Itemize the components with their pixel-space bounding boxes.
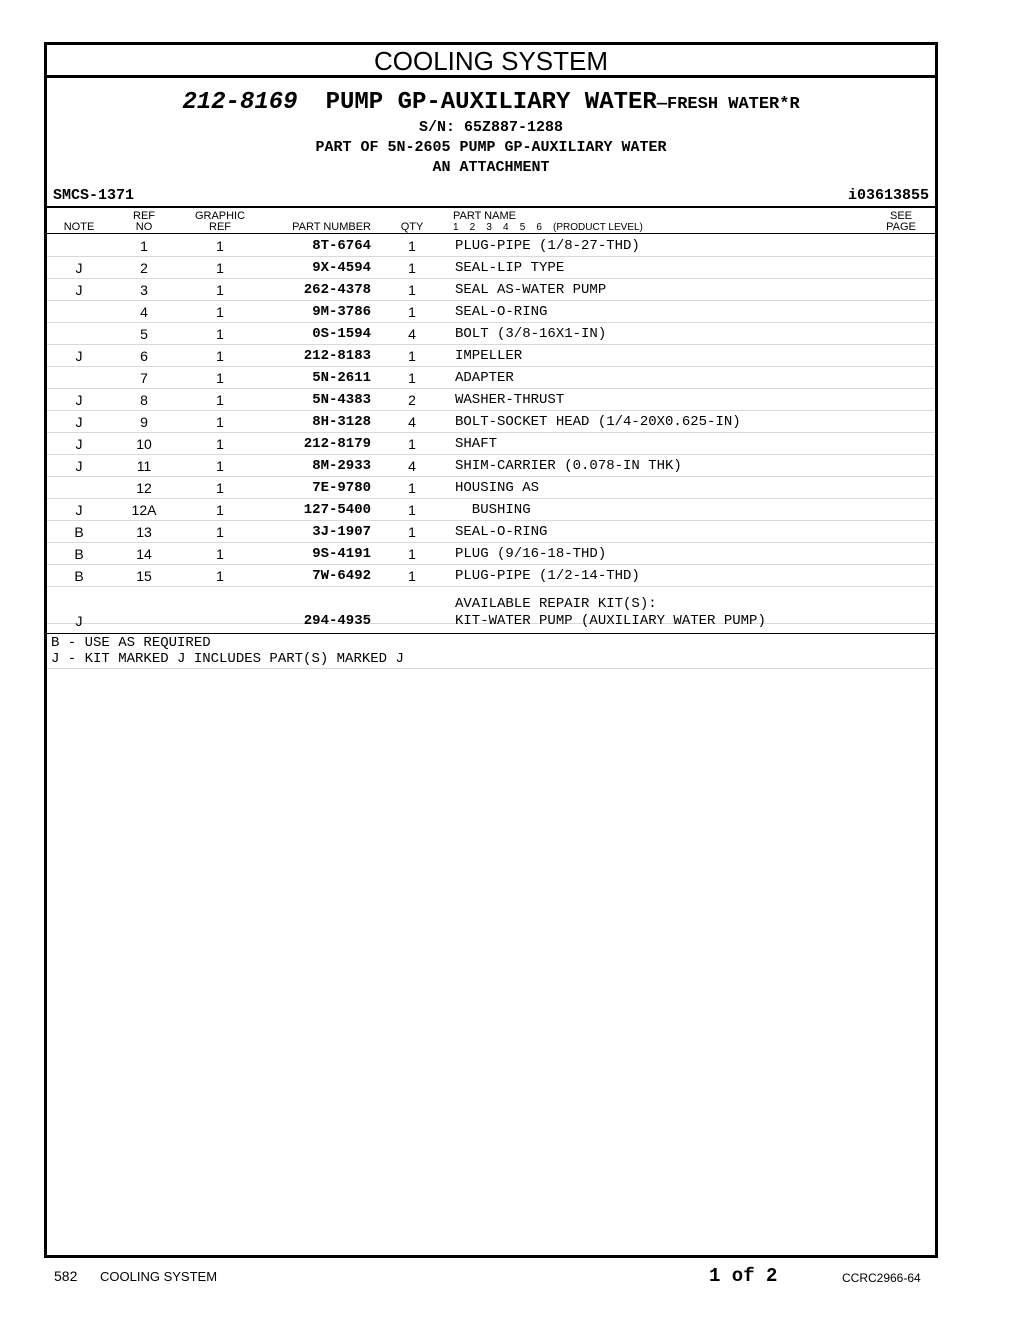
ref-no-cell: 14 — [136, 546, 152, 562]
graphic-ref-cell: 1 — [216, 546, 224, 562]
graphic-ref-cell: 1 — [216, 282, 224, 298]
part-number-cell: 9S-4191 — [312, 546, 371, 562]
smcs-code: SMCS-1371 — [53, 187, 135, 204]
table-row — [47, 367, 935, 389]
graphic-ref-cell: 1 — [216, 458, 224, 474]
part-number-cell: 262-4378 — [303, 282, 371, 298]
ref-no-cell: 15 — [136, 568, 152, 584]
part-name-cell: SHIM-CARRIER (0.078-IN THK) — [455, 458, 682, 474]
part-name-cell: ADAPTER — [455, 370, 514, 386]
header-top-rule — [47, 206, 935, 208]
note-cell: J — [75, 392, 83, 408]
footer-page-number: 582 — [54, 1268, 78, 1284]
note-cell: B — [74, 568, 84, 584]
qty-cell: 2 — [408, 392, 416, 408]
repair-kit-part-number: 294-4935 — [303, 613, 371, 629]
part-number-cell: 8M-2933 — [312, 458, 371, 474]
part-of-line: PART OF 5N-2605 PUMP GP-AUXILIARY WATER — [315, 139, 667, 156]
qty-cell: 1 — [408, 282, 416, 298]
graphic-ref-cell: 1 — [216, 436, 224, 452]
col-product-levels: 1 2 3 4 5 6 (PRODUCT LEVEL) — [453, 222, 643, 233]
note-cell: B — [74, 524, 84, 540]
graphic-ref-cell: 1 — [216, 348, 224, 364]
qty-cell: 1 — [408, 260, 416, 276]
ref-no-cell: 2 — [140, 260, 148, 276]
group-heading — [47, 89, 935, 119]
table-row — [47, 433, 935, 455]
table-row — [47, 389, 935, 411]
ref-no-cell: 1 — [140, 238, 148, 254]
col-ref-bottom: NO — [135, 221, 153, 233]
part-name-cell: SEAL-O-RING — [455, 524, 548, 540]
part-name-cell: BOLT-SOCKET HEAD (1/4-20X0.625-IN) — [455, 414, 741, 430]
ref-no-cell: 10 — [136, 436, 152, 452]
note-b: B - USE AS REQUIRED — [51, 635, 211, 651]
ref-no-cell: 12A — [131, 502, 157, 518]
part-number-cell: 0S-1594 — [312, 326, 371, 342]
part-number-cell: 212-8183 — [303, 348, 371, 364]
ref-no-cell: 12 — [136, 480, 152, 496]
col-part-name-top: PART NAME — [453, 210, 516, 222]
qty-cell: 1 — [408, 304, 416, 320]
note-cell: J — [75, 282, 83, 298]
graphic-ref-cell: 1 — [216, 480, 224, 496]
ref-no-cell: 8 — [140, 392, 148, 408]
graphic-ref-cell: 1 — [216, 326, 224, 342]
qty-cell: 1 — [408, 502, 416, 518]
table-row — [47, 411, 935, 433]
part-number-cell: 9M-3786 — [312, 304, 371, 320]
header-bottom-rule — [47, 233, 935, 234]
table-row — [47, 455, 935, 477]
ref-no-cell: 6 — [140, 348, 148, 364]
graphic-ref-cell: 1 — [216, 568, 224, 584]
qty-cell: 1 — [408, 370, 416, 386]
note-cell: J — [75, 414, 83, 430]
parts-table — [47, 235, 935, 587]
part-number-cell: 5N-2611 — [312, 370, 371, 386]
attachment-line: AN ATTACHMENT — [432, 159, 550, 176]
repair-kit-block — [47, 587, 935, 629]
illustration-id: i03613855 — [847, 187, 929, 204]
part-number-cell: 8T-6764 — [312, 238, 371, 254]
repair-kit-name: KIT-WATER PUMP (AUXILIARY WATER PUMP) — [455, 613, 766, 629]
part-number-cell: 7E-9780 — [312, 480, 371, 496]
col-qty: QTY — [400, 221, 424, 233]
ref-no-cell: 3 — [140, 282, 148, 298]
ref-no-cell: 4 — [140, 304, 148, 320]
graphic-ref-cell: 1 — [216, 502, 224, 518]
group-part-number: 212-8169 — [182, 89, 298, 116]
note-j: J - KIT MARKED J INCLUDES PART(S) MARKED J — [51, 651, 404, 667]
note-cell: B — [74, 546, 84, 562]
note-cell: J — [75, 348, 83, 364]
note-cell: J — [75, 260, 83, 276]
part-name-cell: SEAL-LIP TYPE — [455, 260, 565, 276]
table-row — [47, 521, 935, 543]
part-name-cell: SHAFT — [455, 436, 498, 452]
footer-page-of: 1 of 2 — [709, 1265, 778, 1287]
graphic-ref-cell: 1 — [216, 304, 224, 320]
note-cell: J — [75, 502, 83, 518]
part-number-cell: 5N-4383 — [312, 392, 371, 408]
col-note: NOTE — [63, 221, 95, 233]
part-name-cell: PLUG-PIPE (1/2-14-THD) — [455, 568, 640, 584]
part-number-cell: 9X-4594 — [312, 260, 371, 276]
part-name-cell: IMPELLER — [455, 348, 523, 364]
part-name-cell: BOLT (3/8-16X1-IN) — [455, 326, 607, 342]
qty-cell: 1 — [408, 436, 416, 452]
qty-cell: 1 — [408, 348, 416, 364]
col-graphic-bottom: REF — [209, 221, 231, 233]
qty-cell: 4 — [408, 326, 416, 342]
qty-cell: 1 — [408, 480, 416, 496]
table-row — [47, 301, 935, 323]
table-row — [47, 345, 935, 367]
col-see-page — [871, 211, 931, 233]
col-ref-top: REF — [133, 210, 155, 222]
qty-cell: 4 — [408, 458, 416, 474]
qty-cell: 1 — [408, 568, 416, 584]
ref-no-cell: 7 — [140, 370, 148, 386]
col-ref — [117, 211, 171, 233]
graphic-ref-cell: 1 — [216, 414, 224, 430]
ref-no-cell: 11 — [136, 458, 152, 474]
repair-kit-note: J — [75, 613, 83, 629]
ref-no-cell: 5 — [140, 326, 148, 342]
part-name-cell: SEAL AS-WATER PUMP — [455, 282, 607, 298]
notes-bottom-rule — [47, 668, 935, 669]
group-title: PUMP GP-AUXILIARY WATER — [325, 89, 657, 116]
part-name-cell: HOUSING AS — [455, 480, 540, 496]
part-name-cell: BUSHING — [455, 502, 531, 518]
col-graphic-ref — [187, 211, 253, 233]
ref-no-cell: 9 — [140, 414, 148, 430]
part-name-cell: SEAL-O-RING — [455, 304, 548, 320]
note-cell: J — [75, 436, 83, 452]
part-number-cell: 212-8179 — [303, 436, 371, 452]
part-number-cell: 7W-6492 — [312, 568, 371, 584]
table-row — [47, 477, 935, 499]
notes-rule — [47, 633, 935, 634]
table-row — [47, 323, 935, 345]
col-part-number: PART NUMBER — [292, 221, 371, 233]
table-row — [47, 279, 935, 301]
table-row — [47, 257, 935, 279]
part-name-cell: PLUG-PIPE (1/8-27-THD) — [455, 238, 640, 254]
qty-cell: 1 — [408, 546, 416, 562]
group-suffix: —FRESH WATER*R — [656, 95, 800, 114]
graphic-ref-cell: 1 — [216, 524, 224, 540]
col-see-top: SEE — [889, 210, 912, 222]
part-name-cell: PLUG (9/16-18-THD) — [455, 546, 607, 562]
footer-section: COOLING SYSTEM — [100, 1269, 218, 1284]
table-row — [47, 565, 935, 587]
section-title: COOLING SYSTEM — [47, 45, 935, 78]
qty-cell: 1 — [408, 238, 416, 254]
serial-number: S/N: 65Z887-1288 — [418, 119, 564, 136]
part-number-cell: 8H-3128 — [312, 414, 371, 430]
ref-no-cell: 13 — [136, 524, 152, 540]
graphic-ref-cell: 1 — [216, 370, 224, 386]
col-part-name — [453, 211, 643, 233]
part-name-cell: WASHER-THRUST — [455, 392, 565, 408]
page-frame — [44, 42, 938, 1258]
graphic-ref-cell: 1 — [216, 238, 224, 254]
table-row — [47, 499, 935, 521]
table-row — [47, 235, 935, 257]
repair-kits-label: AVAILABLE REPAIR KIT(S): — [455, 596, 657, 612]
qty-cell: 4 — [408, 414, 416, 430]
graphic-ref-cell: 1 — [216, 260, 224, 276]
note-cell: J — [75, 458, 83, 474]
table-row — [47, 543, 935, 565]
qty-cell: 1 — [408, 524, 416, 540]
graphic-ref-cell: 1 — [216, 392, 224, 408]
col-see-bottom: PAGE — [886, 221, 916, 233]
part-number-cell: 3J-1907 — [312, 524, 371, 540]
col-graphic-top: GRAPHIC — [194, 210, 246, 222]
footer-doc-code: CCRC2966-64 — [842, 1271, 921, 1285]
part-number-cell: 127-5400 — [303, 502, 371, 518]
